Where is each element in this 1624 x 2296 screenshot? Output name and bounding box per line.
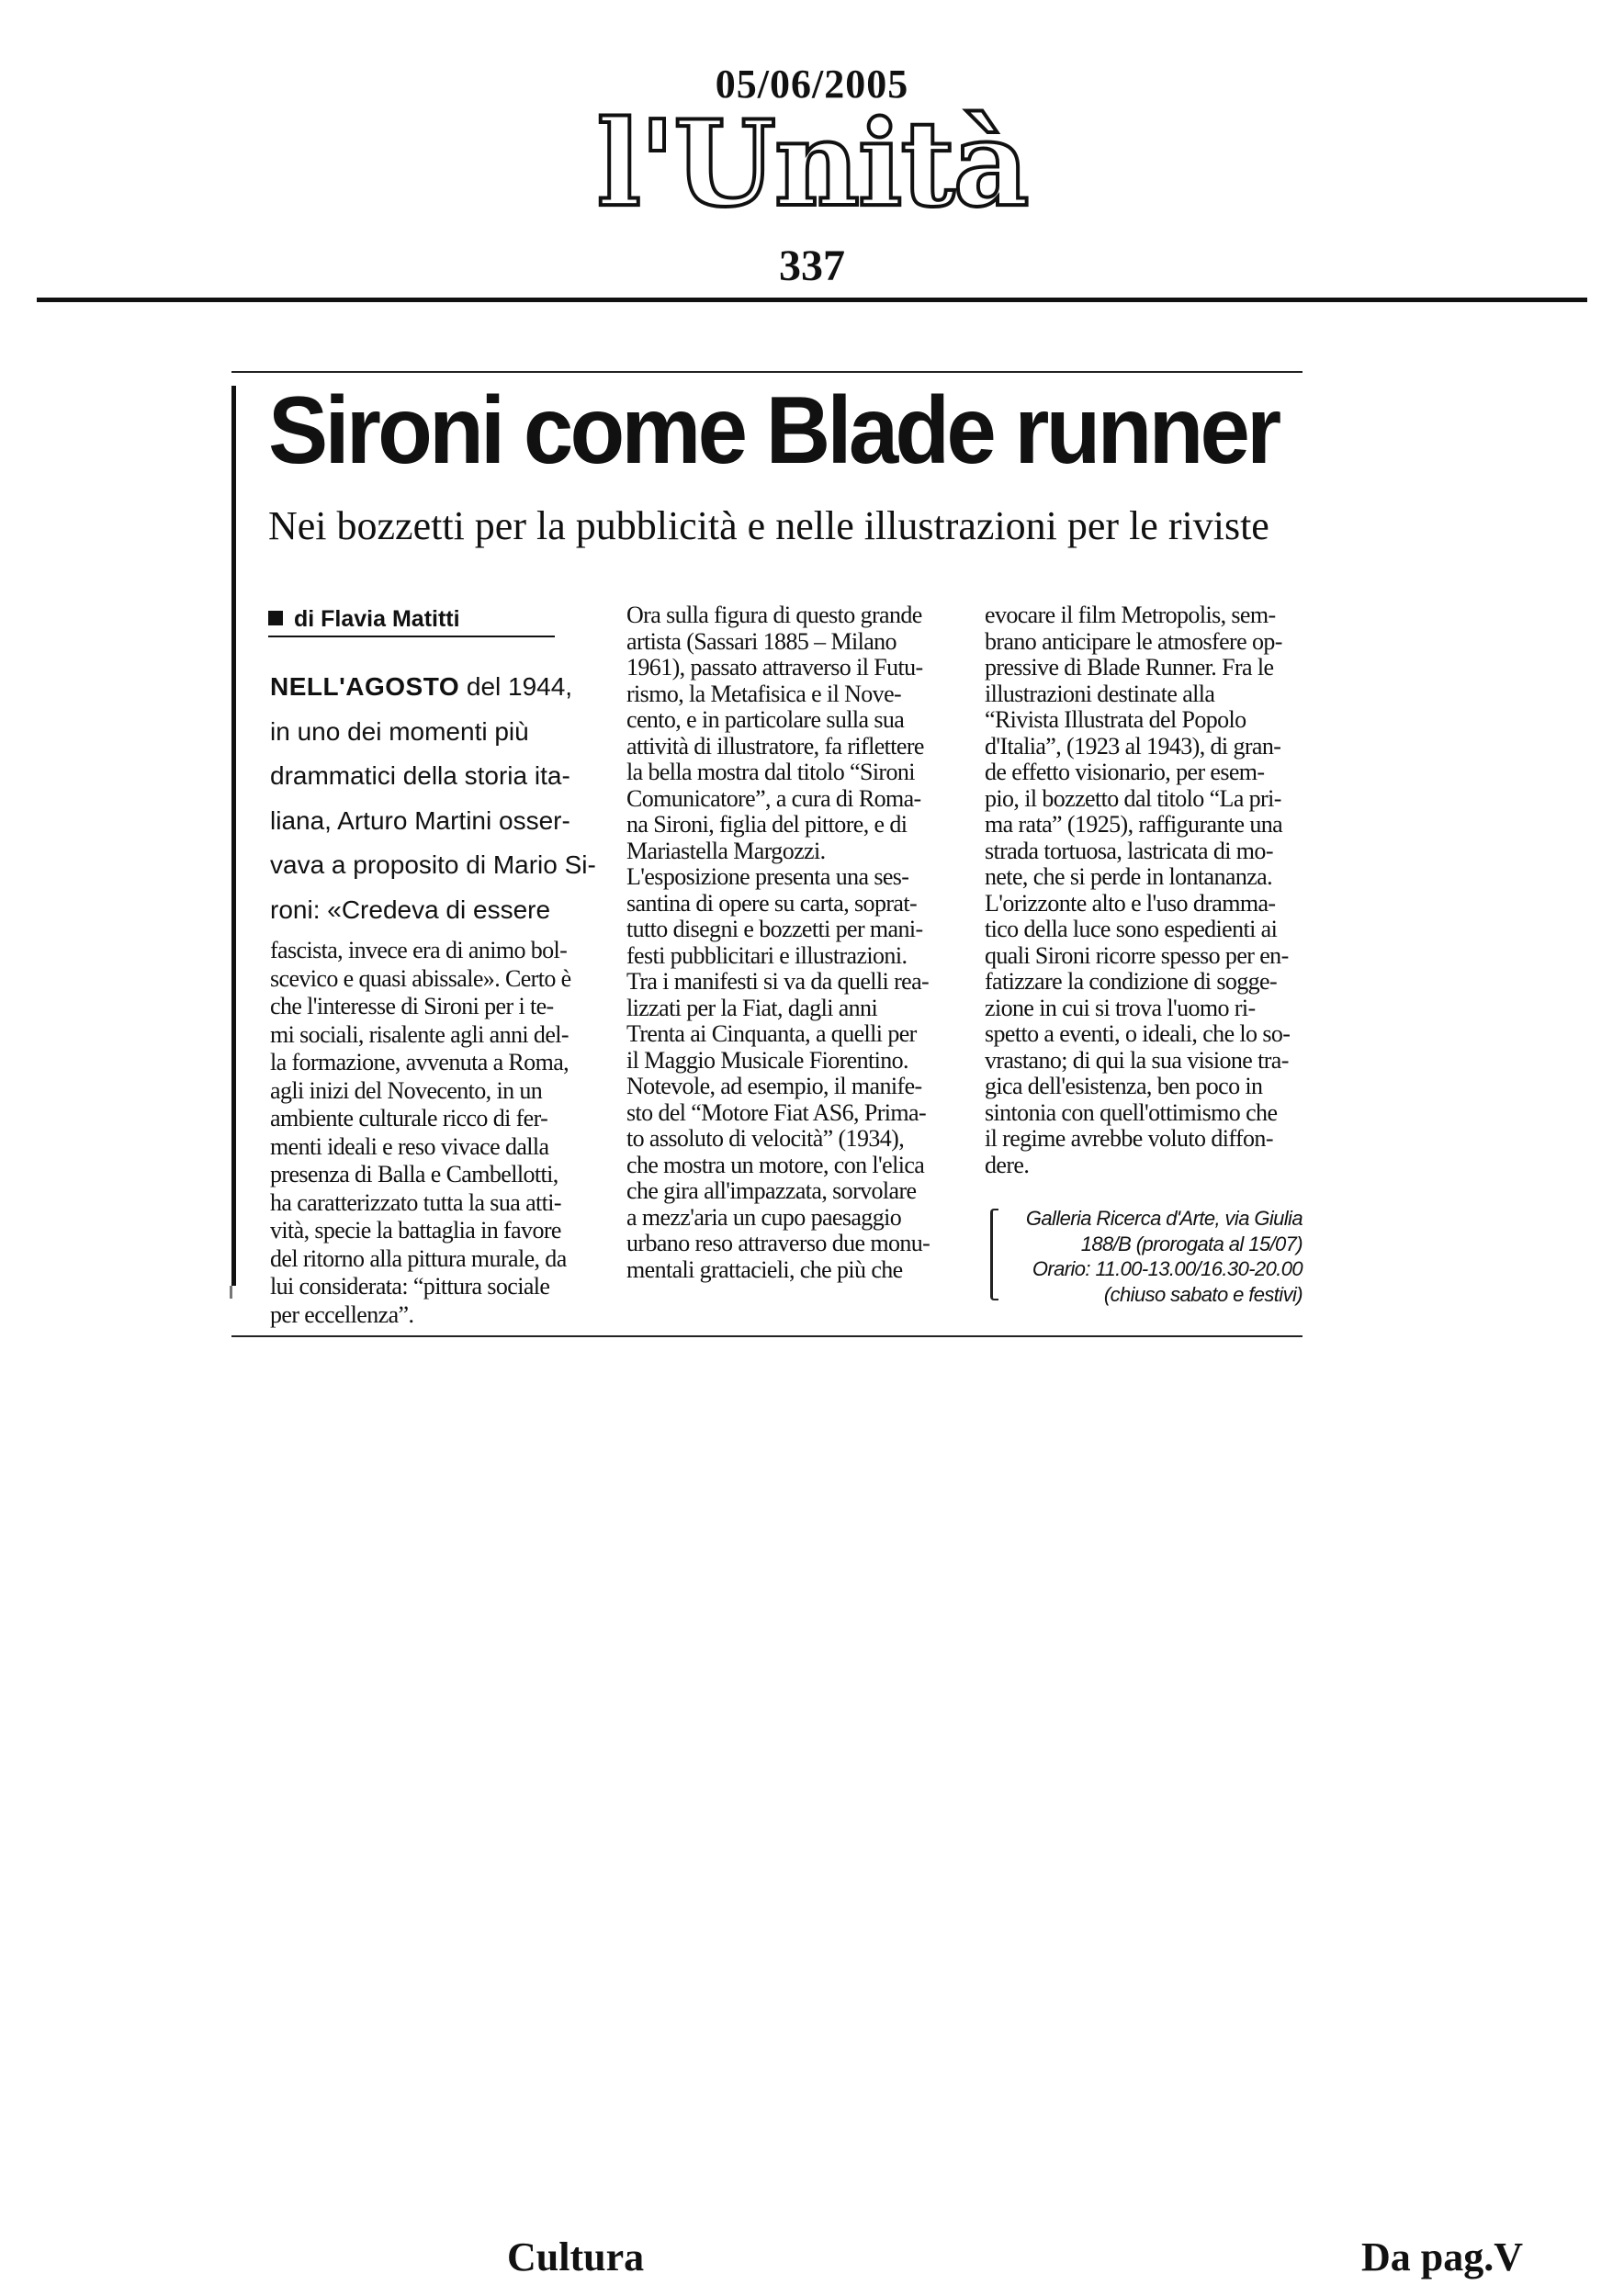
text-line: scevico e quasi abissale». Certo è bbox=[270, 964, 571, 992]
text-line: L'esposizione presenta una ses- bbox=[626, 863, 909, 890]
text-line: attività di illustratore, fa riflettere bbox=[626, 732, 924, 760]
text-line: Tra i manifesti si va da quelli rea- bbox=[626, 968, 930, 995]
text-line: brano anticipare le atmosfere op- bbox=[985, 627, 1282, 655]
text-line: santina di opere su carta, soprat- bbox=[626, 889, 918, 917]
page-number: 337 bbox=[779, 242, 845, 290]
text-line: dere. bbox=[985, 1151, 1030, 1178]
publication-date: 05/06/2005 bbox=[715, 62, 909, 107]
text-line: che gira all'impazzata, sorvolare bbox=[626, 1177, 917, 1204]
text-line: evocare il film Metropolis, sem- bbox=[985, 602, 1276, 628]
text-line: menti ideali e reso vivace dalla bbox=[270, 1132, 549, 1160]
text-line: del ritorno alla pittura murale, da bbox=[270, 1244, 567, 1272]
text-line: ma rata” (1925), raffigurante una bbox=[985, 811, 1283, 838]
text-line: Notevole, ad esempio, il manife- bbox=[626, 1073, 922, 1099]
text-line: to assoluto di velocità” (1934), bbox=[626, 1125, 905, 1152]
text-line: festi pubblicitari e illustrazioni. bbox=[626, 941, 908, 969]
text-line: urbano reso attraverso due monu- bbox=[626, 1230, 930, 1256]
lead-paragraph bbox=[270, 665, 596, 932]
body-column-3 bbox=[985, 602, 1297, 1178]
text-line: pio, il bozzetto dal titolo “La pri- bbox=[985, 784, 1281, 812]
bullet-square-icon bbox=[268, 611, 283, 625]
text-line: quali Sironi ricorre spesso per en- bbox=[985, 941, 1289, 969]
text-line: il Maggio Musicale Fiorentino. bbox=[626, 1046, 908, 1074]
text-line: agli inizi del Novecento, in un bbox=[270, 1076, 543, 1104]
margin-mark bbox=[230, 1286, 232, 1299]
text-line: la bella mostra dal titolo “Sironi bbox=[626, 759, 915, 785]
text-line: vità, specie la battaglia in favore bbox=[270, 1217, 561, 1244]
lead-line-rest: del 1944, bbox=[459, 672, 573, 701]
text-line: ambiente culturale ricco di fer- bbox=[270, 1105, 548, 1131]
text-line: pressive di Blade Runner. Fra le bbox=[985, 654, 1274, 681]
text-line: presenza di Balla e Cambellotti, bbox=[270, 1161, 558, 1187]
section-label: Cultura bbox=[507, 2234, 645, 2279]
lead-line bbox=[270, 665, 573, 710]
text-line: Ora sulla figura di questo grande bbox=[626, 602, 922, 628]
article-headline: Sironi come Blade runner bbox=[268, 377, 1279, 484]
byline bbox=[268, 602, 562, 636]
article-subheadline: Nei bozzetti per la pubblicità e nelle illustrazioni per le riviste bbox=[268, 503, 1269, 548]
text-line: fascista, invece era di animo bol- bbox=[270, 937, 568, 963]
body-column-1 bbox=[270, 937, 573, 1329]
text-line: il regime avrebbe voluto diffon- bbox=[985, 1125, 1273, 1152]
lead-line: drammatici della storia ita- bbox=[270, 761, 570, 790]
source-page-label: Da pag.V bbox=[1361, 2234, 1524, 2279]
text-line: cento, e in particolare sulla sua bbox=[626, 706, 905, 733]
lead-line: in uno dei momenti più bbox=[270, 716, 529, 746]
text-line: Trenta ai Cinquanta, a quelli per bbox=[626, 1020, 917, 1047]
newspaper-masthead: l'Unità bbox=[596, 96, 1028, 233]
text-line: L'orizzonte alto e l'uso dramma- bbox=[985, 889, 1276, 917]
byline-text: di Flavia Matitti bbox=[294, 606, 460, 632]
text-line: “Rivista Illustrata del Popolo bbox=[985, 706, 1246, 733]
text-line: tutto disegni e bozzetti per mani- bbox=[626, 916, 923, 942]
text-line: lui considerata: “pittura sociale bbox=[270, 1273, 550, 1300]
text-line: vrastano; di qui la sua visione tra- bbox=[985, 1046, 1289, 1074]
text-line: nete, che si perde in lontananza. bbox=[985, 863, 1272, 890]
lead-line: vava a proposito di Mario Si- bbox=[270, 850, 596, 879]
text-line: spetto a eventi, o ideali, che lo so- bbox=[985, 1020, 1291, 1047]
body-column-2 bbox=[626, 602, 930, 1283]
text-line: ha caratterizzato tutta la sua atti- bbox=[270, 1188, 561, 1216]
text-line: lizzati per la Fiat, dagli anni bbox=[626, 994, 878, 1021]
text-line: tico della luce sono espedienti ai bbox=[985, 916, 1278, 942]
text-line: Comunicatore”, a cura di Roma- bbox=[626, 784, 921, 812]
exhibition-info bbox=[994, 1206, 1303, 1307]
text-line: che l'interesse di Sironi per i te- bbox=[270, 993, 554, 1019]
info-line: Orario: 11.00-13.00/16.30-20.00 bbox=[1032, 1257, 1303, 1280]
lead-kicker: NELL'AGOSTO bbox=[270, 672, 460, 701]
text-line: mentali grattacieli, che più che bbox=[626, 1255, 903, 1283]
article-left-bar bbox=[231, 386, 236, 1286]
text-line: na Sironi, figlia del pittore, e di bbox=[626, 811, 908, 838]
text-line: Mariastella Margozzi. bbox=[626, 837, 826, 864]
text-line: per eccellenza”. bbox=[270, 1300, 414, 1328]
lead-line: roni: «Credeva di essere bbox=[270, 895, 551, 924]
text-line: a mezz'aria un cupo paesaggio bbox=[626, 1203, 902, 1231]
info-line: Galleria Ricerca d'Arte, via Giulia bbox=[1025, 1207, 1303, 1230]
header-divider bbox=[37, 298, 1587, 302]
byline-rule bbox=[268, 636, 555, 637]
text-line: 1961), passato attraverso il Futu- bbox=[626, 654, 923, 681]
info-line: (chiuso sabato e festivi) bbox=[1103, 1282, 1303, 1306]
info-line: 188/B (prorogata al 15/07) bbox=[1080, 1232, 1303, 1255]
text-line: strada tortuosa, lastricata di mo- bbox=[985, 837, 1273, 864]
lead-line: liana, Arturo Martini osser- bbox=[270, 805, 570, 835]
text-line: sto del “Motore Fiat AS6, Prima- bbox=[626, 1098, 926, 1126]
text-line: fatizzare la condizione di sogge- bbox=[985, 968, 1278, 995]
text-line: illustrazioni destinate alla bbox=[985, 680, 1215, 707]
text-line: zione in cui si trova l'uomo ri- bbox=[985, 994, 1256, 1021]
text-line: gica dell'esistenza, ben poco in bbox=[985, 1073, 1263, 1099]
text-line: rismo, la Metafisica e il Nove- bbox=[626, 680, 902, 707]
article-bottom-rule bbox=[231, 1335, 1303, 1337]
text-line: sintonia con quell'ottimismo che bbox=[985, 1098, 1278, 1126]
text-line: de effetto visionario, per esem- bbox=[985, 759, 1265, 785]
text-line: la formazione, avvenuta a Roma, bbox=[270, 1049, 570, 1075]
text-line: che mostra un motore, con l'elica bbox=[626, 1151, 925, 1178]
text-line: mi sociali, risalente agli anni del- bbox=[270, 1020, 569, 1048]
text-line: artista (Sassari 1885 – Milano bbox=[626, 627, 897, 655]
text-line: d'Italia”, (1923 al 1943), di gran- bbox=[985, 732, 1281, 760]
